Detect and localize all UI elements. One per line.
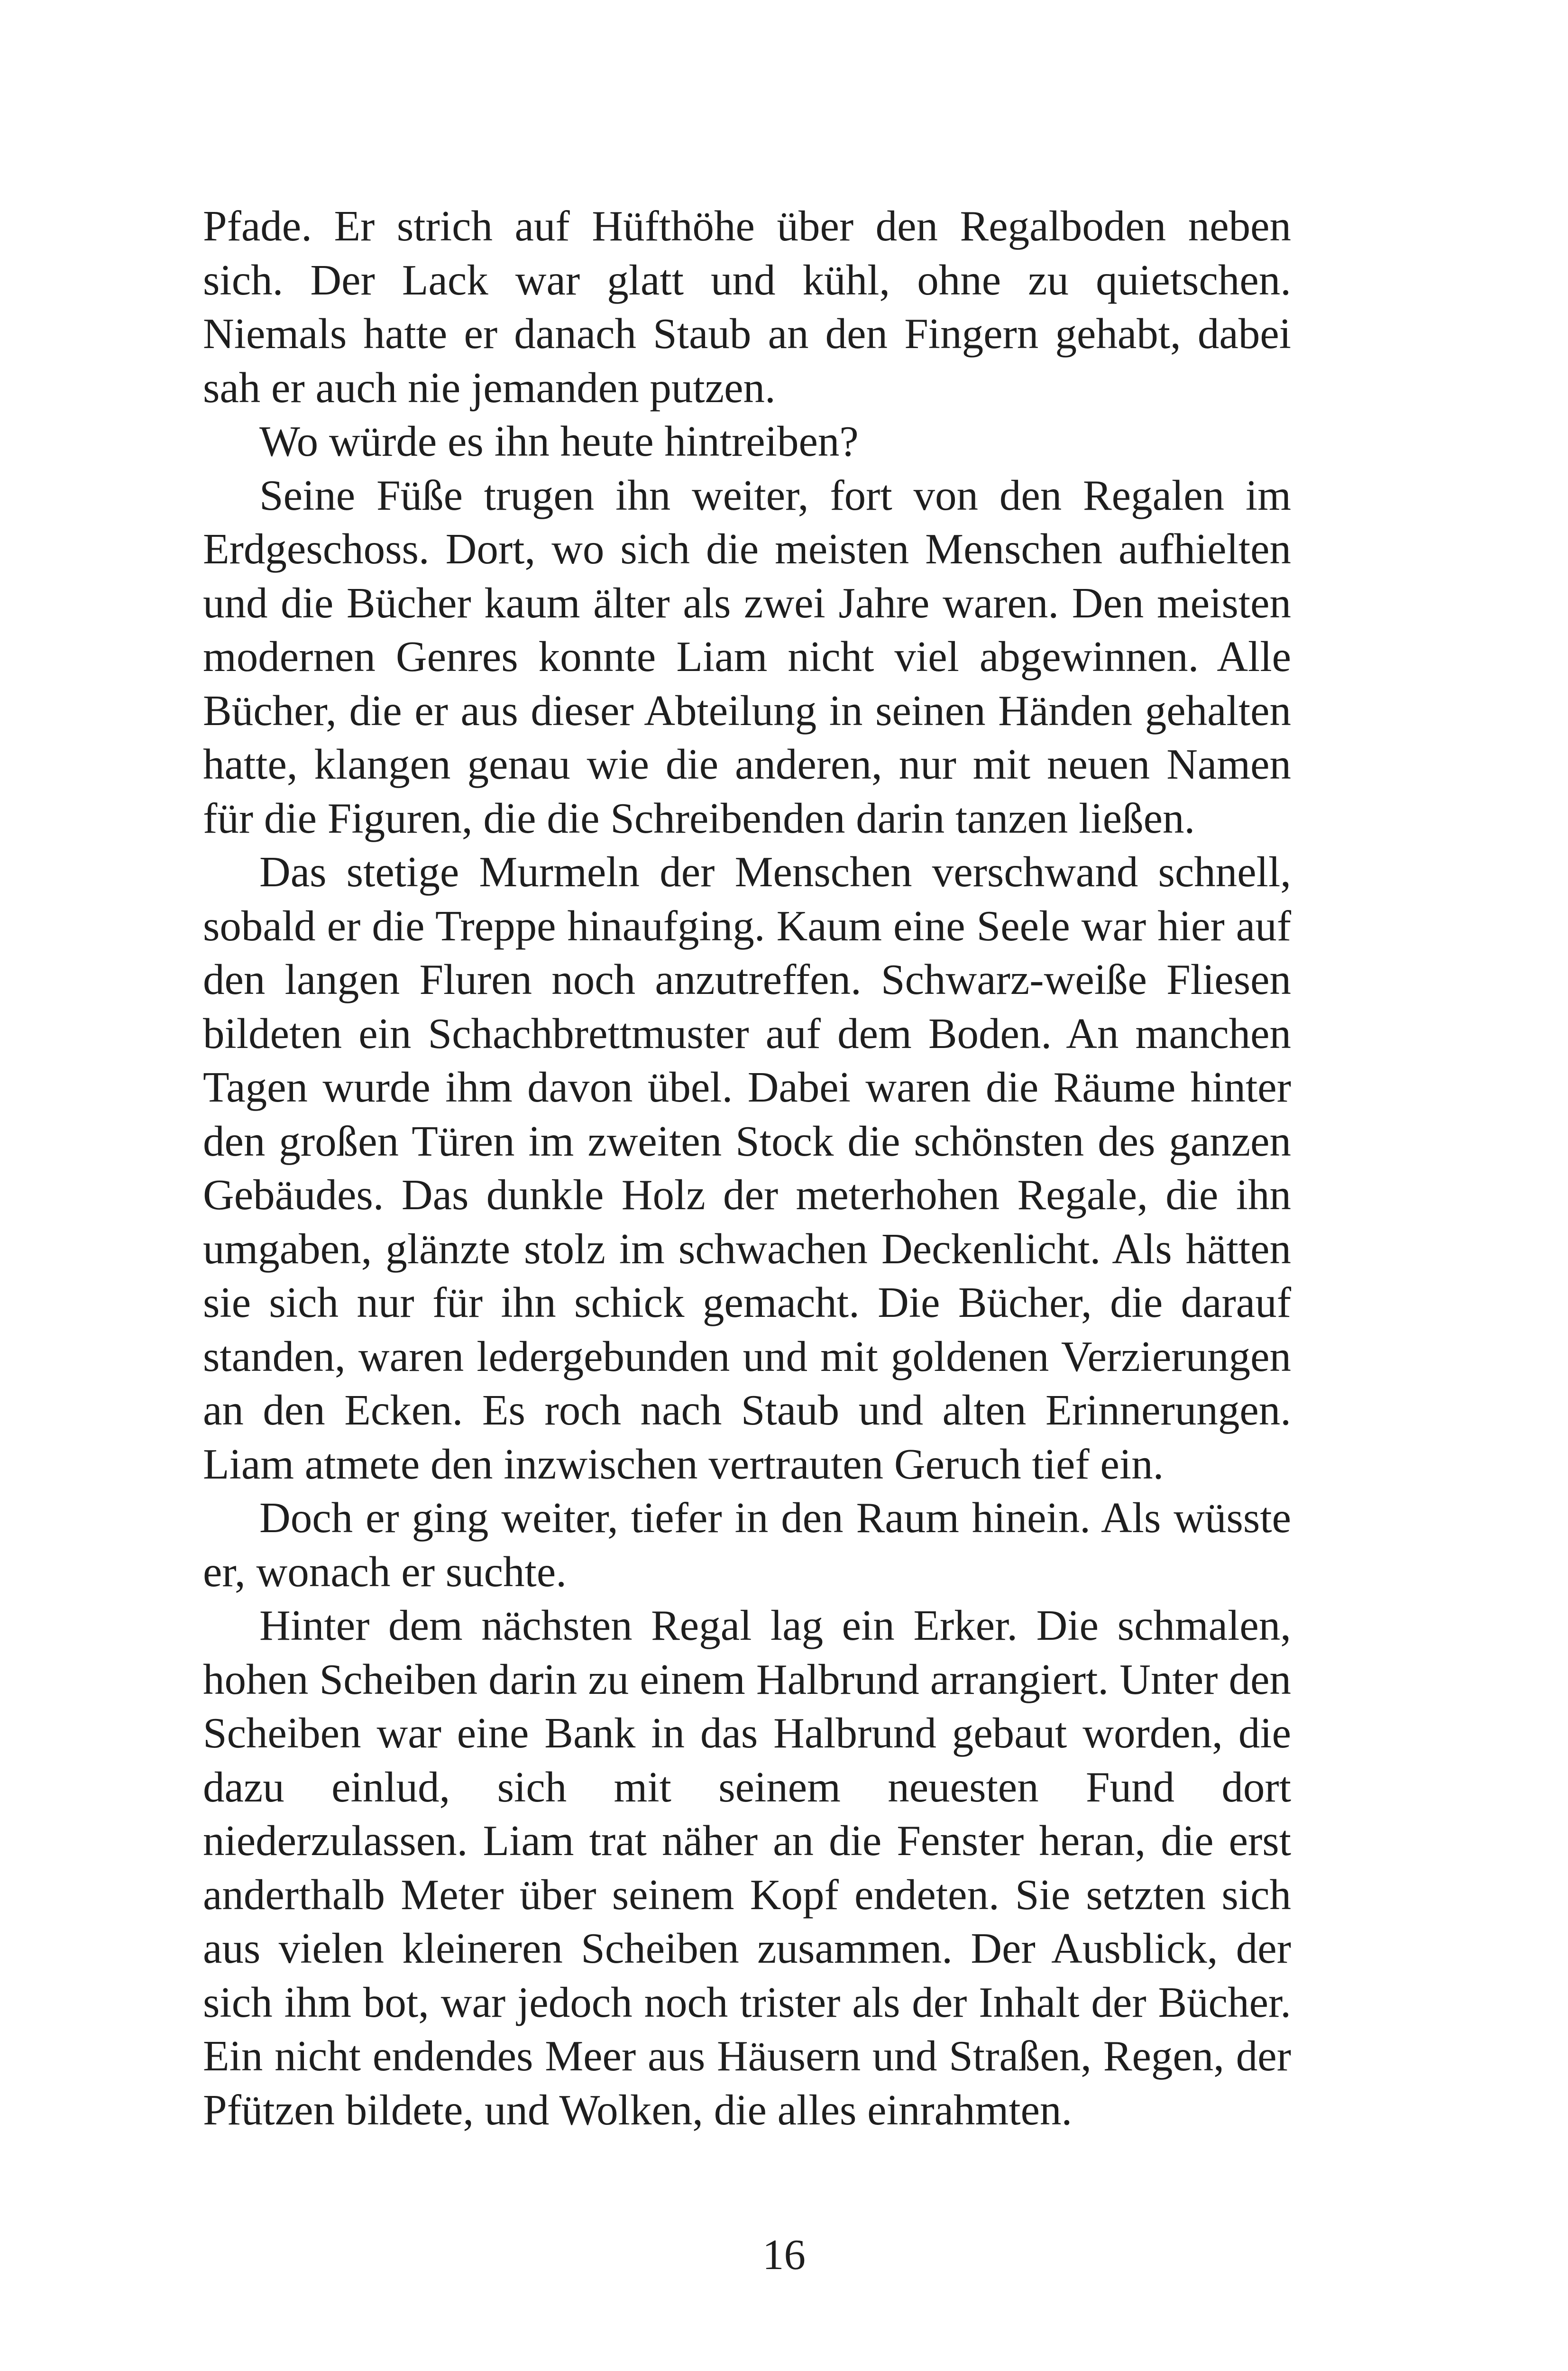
paragraph-2: Wo würde es ihn heute hintreiben? (259, 417, 859, 465)
paragraph-1: Pfade. Er strich auf Hüfthöhe über den Regalboden neben sich. Der Lack war glatt und kühl, ohne zu quietschen. Niemals hatte er danach Staub an den Fingern gehabt, dabei sah er auch nie jemanden putzen. (203, 202, 1291, 412)
page-number: 16 (762, 2231, 806, 2279)
paragraph-3: Seine Füße trugen ihn weiter, fort von den Regalen im Erdgeschoss. Dort, wo sich die meisten Menschen aufhielten und die Bücher kaum älter als zwei Jahre waren. Den meisten modernen Genres konnte Liam nicht viel abgewinnen. Alle Bücher, die er aus dieser Abteilung in seinen Händen gehalten hatte, klangen genau wie die anderen, nur mit neuen Namen für die Figuren, die die Schreibenden darin tanzen ließen. (203, 471, 1291, 842)
paragraph-6: Hinter dem nächsten Regal lag ein Erker. Die schmalen, hohen Scheiben darin zu einem Halbrund arrangiert. Unter den Scheiben war eine Bank in das Halbrund gebaut worden, die dazu einlud, sich mit seinem neuesten Fund dort niederzulassen. Liam trat näher an die Fenster heran, die erst anderthalb Meter über seinem Kopf endeten. Sie setzten sich aus vielen kleineren Scheiben zusammen. Der Ausblick, der sich ihm bot, war jedoch noch trister als der Inhalt der Bücher. Ein nicht endendes Meer aus Häusern und Straßen, Regen, der Pfützen bildete, und Wolken, die alles einrahmten. (203, 1601, 1291, 2134)
paragraph-4: Das stetige Murmeln der Menschen verschwand schnell, sobald er die Treppe hinaufging. Kaum eine Seele war hier auf den langen Fluren noch anzutreffen. Schwarz-weiße Fliesen bildeten ein Schachbrettmuster auf dem Boden. An manchen Tagen wurde ihm davon übel. Dabei waren die Räume hinter den großen Türen im zweiten Stock die schönsten des ganzen Gebäudes. Das dunkle Holz der meterhohen Regale, die ihn umgaben, glänzte stolz im schwachen Deckenlicht. Als hätten sie sich nur für ihn schick gemacht. Die Bücher, die darauf standen, waren ledergebunden und mit goldenen Verzierungen an den Ecken. Es roch nach Staub und alten Erinnerungen. Liam atmete den inzwischen vertrauten Geruch tief ein. (203, 848, 1291, 1488)
paragraph-5: Doch er ging weiter, tiefer in den Raum hinein. Als wüsste er, wonach er suchte. (203, 1494, 1291, 1596)
body-text (203, 199, 1291, 2137)
